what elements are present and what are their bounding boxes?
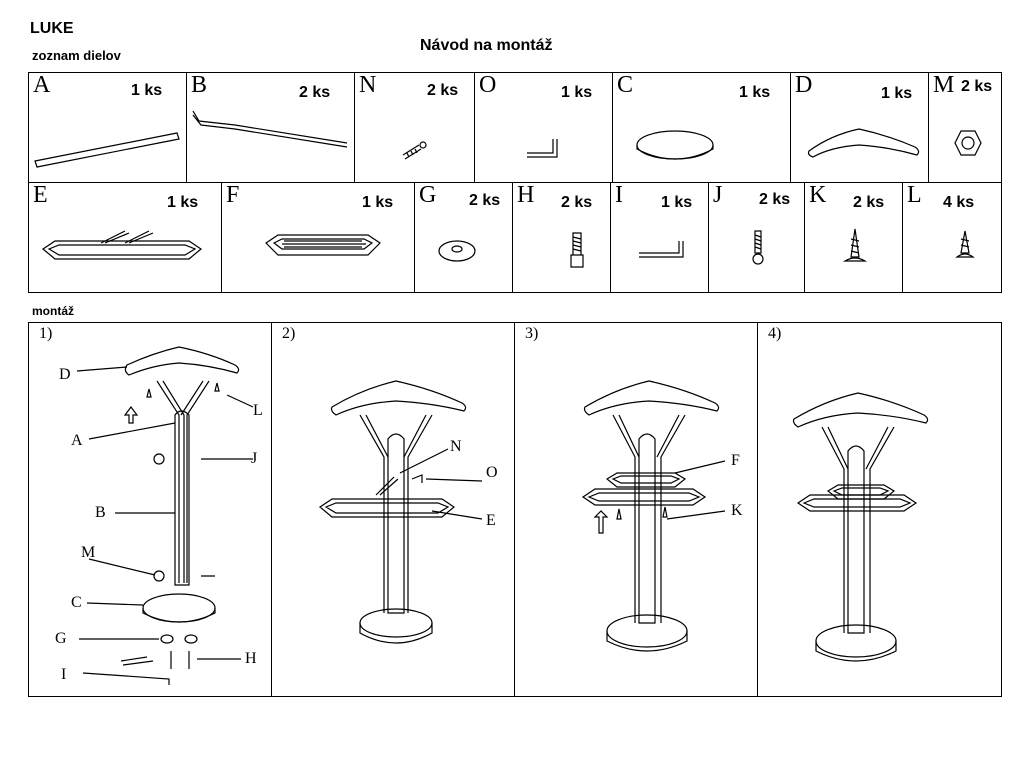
step-number: 2)	[282, 325, 296, 342]
step-1-panel	[28, 322, 272, 697]
part-qty: 1 ks	[362, 194, 394, 211]
part-cell-o	[474, 72, 613, 183]
part-letter: J	[713, 182, 723, 208]
part-letter: F	[226, 182, 240, 208]
step-3-diagram	[515, 323, 759, 698]
callout-m: M	[81, 544, 96, 561]
part-letter: K	[809, 182, 827, 208]
part-qty: 2 ks	[961, 78, 993, 95]
callout-d: D	[59, 366, 71, 383]
callout-c: C	[71, 594, 82, 611]
part-qty: 1 ks	[661, 194, 693, 211]
part-cell-n	[354, 72, 475, 183]
part-cell-c	[612, 72, 791, 183]
callout-o: O	[486, 464, 498, 481]
part-letter: C	[617, 72, 634, 98]
part-qty: 2 ks	[561, 194, 593, 211]
eye-screw-icon	[709, 183, 806, 294]
bent-rod-icon	[187, 73, 356, 184]
step-2-panel	[271, 322, 515, 697]
part-qty: 2 ks	[427, 82, 459, 99]
part-letter: B	[191, 72, 208, 98]
callout-i: I	[61, 666, 67, 683]
step-3-panel	[514, 322, 758, 697]
part-letter: O	[479, 72, 497, 98]
washer-icon	[415, 183, 514, 294]
step-4-panel	[757, 322, 1002, 697]
part-cell-m	[928, 72, 1002, 183]
callout-k: K	[731, 502, 743, 519]
parts-list-title: zoznam dielov	[32, 48, 121, 63]
part-letter: A	[33, 72, 51, 98]
part-letter: D	[795, 72, 813, 98]
part-cell-l	[902, 182, 1002, 293]
part-letter: H	[517, 182, 535, 208]
step-number: 1)	[39, 325, 53, 342]
part-cell-f	[221, 182, 415, 293]
callout-g: G	[55, 630, 67, 647]
trouser-rack-icon	[29, 183, 223, 294]
part-cell-g	[414, 182, 513, 293]
part-qty: 2 ks	[759, 191, 791, 208]
part-qty: 1 ks	[881, 85, 913, 102]
part-cell-d	[790, 72, 929, 183]
wood-screw-icon	[805, 183, 904, 294]
part-letter: G	[419, 182, 437, 208]
part-letter: M	[933, 72, 955, 98]
callout-n: N	[450, 438, 462, 455]
callout-j: J	[251, 450, 258, 467]
part-cell-a	[28, 72, 187, 183]
allen-key-icon	[611, 183, 710, 294]
part-cell-i	[610, 182, 709, 293]
hanger-top-icon	[791, 73, 930, 184]
callout-a: A	[71, 432, 83, 449]
step-2-diagram	[272, 323, 516, 698]
part-qty: 1 ks	[561, 84, 593, 101]
part-qty: 2 ks	[299, 84, 331, 101]
part-qty: 2 ks	[853, 194, 885, 211]
assembled-valet-stand-diagram	[758, 323, 1003, 698]
part-qty: 1 ks	[131, 82, 163, 99]
callout-b: B	[95, 504, 106, 521]
screw-icon	[355, 73, 476, 184]
assembly-title: montáž	[32, 304, 74, 318]
part-letter: E	[33, 182, 48, 208]
callout-f: F	[731, 452, 740, 469]
part-qty: 4 ks	[943, 194, 975, 211]
part-letter: N	[359, 72, 377, 98]
allen-key-icon	[475, 73, 614, 184]
part-qty: 1 ks	[167, 194, 199, 211]
part-cell-j	[708, 182, 805, 293]
bolt-icon	[513, 183, 612, 294]
part-letter: L	[907, 182, 922, 208]
part-cell-h	[512, 182, 611, 293]
part-qty: 1 ks	[739, 84, 771, 101]
part-cell-e	[28, 182, 222, 293]
tray-icon	[222, 183, 416, 294]
callout-h: H	[245, 650, 257, 667]
part-qty: 2 ks	[469, 192, 501, 209]
page-title: Návod na montáž	[420, 37, 553, 54]
hex-nut-icon	[929, 73, 1003, 184]
round-base-icon	[613, 73, 792, 184]
step-number: 4)	[768, 325, 782, 342]
rod-icon	[29, 73, 188, 184]
step-number: 3)	[525, 325, 539, 342]
callout-e: E	[486, 512, 496, 529]
part-letter: I	[615, 182, 623, 208]
part-cell-b	[186, 72, 355, 183]
product-name: LUKE	[30, 20, 74, 37]
small-screw-icon	[903, 183, 1003, 294]
part-cell-k	[804, 182, 903, 293]
callout-l: L	[253, 402, 263, 419]
